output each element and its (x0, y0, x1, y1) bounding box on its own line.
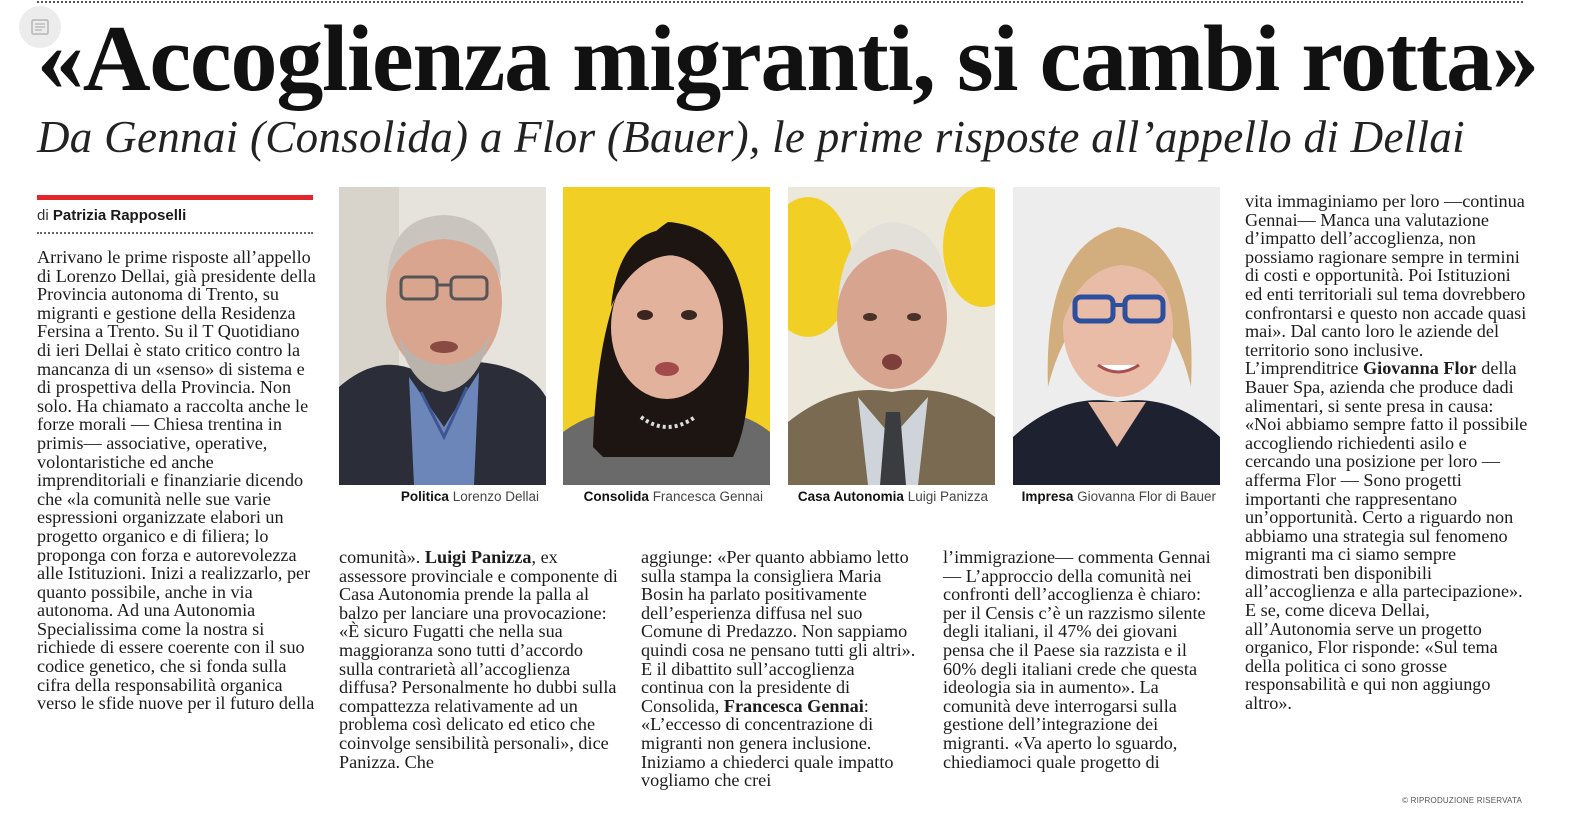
photo-caption (332, 489, 539, 505)
body-text: l’immigrazione— commenta Gennai— L’approccio della comunità nei confronti dell’accoglienza è chiaro: per il Censis c’è un razzismo silente degli italiani, il 47% dei giovani pensa che il Paese sia razzista e il 60% degli italiani crede che questa ideologia sia in aumento». La comunità deve interrogarsi sulla gestione dell’integrazione dei migranti. «Va aperto lo sguardo, chiediamoci quale progetto di (943, 547, 1211, 772)
photo-lorenzo-dellai (339, 187, 546, 485)
caption-category: Casa Autonomia (797, 489, 904, 504)
photo-caption (1009, 489, 1216, 505)
person-name-bold: Luigi Panizza (424, 547, 532, 567)
body-column-1 (37, 248, 317, 713)
top-dotted-rule (37, 1, 1523, 3)
body-column-3 (641, 548, 921, 790)
portrait-photo-icon (1013, 187, 1220, 485)
photo-francesca-gennai (563, 187, 770, 485)
body-text: comunità». (339, 547, 425, 567)
portrait-photo-icon (563, 187, 770, 485)
caption-name: Giovanna Flor di Bauer (1077, 489, 1216, 504)
caption-category: Politica (400, 489, 449, 504)
person-name-bold: Francesca Gennai (723, 695, 864, 716)
copyright-notice: © RIPRODUZIONE RISERVATA (1402, 796, 1522, 805)
body-text: aggiunge: «Per quanto abbiamo letto sulla stampa la consigliera Maria Bosin ha parlato positivamente dell’esperienza diffusa nel suo Comune di Predazzo. Non sappiamo quindi cosa ne pensano tutti gli altri». E il dibattito sull’accoglienza continua con la presidente di Consolida, (641, 547, 916, 716)
caption-name: Luigi Panizza (907, 489, 988, 504)
body-column-4 (943, 548, 1223, 771)
caption-category: Consolida (583, 489, 649, 504)
headline: «Accoglienza migranti, si cambi rotta» (37, 7, 1538, 111)
photo-giovanna-flor (1013, 187, 1220, 485)
body-column-5 (1245, 192, 1530, 713)
body-text: : «L’eccesso di concentrazione di migranti non genera inclusione. Iniziamo a chiederci quale impatto vogliamo che crei (641, 695, 894, 791)
person-name-bold: Giovanna Flor (1363, 358, 1477, 379)
body-text: vita immaginiamo per loro —continua Gennai— Manca una valutazione d’impatto dell’accoglienza, non possiamo ragionare sempre in termini di costi e opportunità. Poi Istituzioni ed enti territoriali sul tema dovrebbero confrontarsi e questo non accade quasi mai». Dal canto loro le aziende del territorio sono inclusive. L’imprenditrice (1245, 191, 1527, 379)
caption-name: Francesca Gennai (652, 489, 763, 504)
author-name: Patrizia Rapposelli (52, 207, 187, 224)
body-text: Arrivano le prime risposte all’appello di Lorenzo Dellai, già presidente della Provincia autonoma di Trento, su migranti e gestione della Residenza Fersina a Trento. Su il T Quotidiano di ieri Dellai è stato critico contro la mancanza di un «senso» di sistema e di prospettiva della Provincia. Non solo. Ha chiamato a raccolta anche le forze morali — Chiesa trentina in primis— associative, operative, volontaristiche ed anche imprenditoriali e finanziarie dicendo che «la comunità nelle sue varie espressioni organizzate elabori un progetto organico e di filiera; lo proponga con forza e autorevolezza alle Istituzioni. Inizi a realizzarlo, per quanto possibile, anche in via autonoma. Ad una Autonomia Specialissima come la nostra si richiede di essere coerente con il suo codice genetico, che si fonda sulla cifra della responsabilità organica verso le sfide nuove per il futuro della (37, 247, 316, 714)
portrait-photo-icon (788, 187, 995, 485)
portrait-photo-icon (339, 187, 546, 485)
photo-luigi-panizza (788, 187, 995, 485)
caption-name: Lorenzo Dellai (452, 489, 539, 504)
caption-category: Impresa (1021, 489, 1074, 504)
subheadline: Da Gennai (Consolida) a Flor (Bauer), le prime risposte all’appello di Dellai (37, 112, 1465, 162)
body-text: della Bauer Spa, azienda che produce dadi alimentari, si sente presa in causa: «Noi abbiamo sempre fatto il possibile accogliendo richiedenti asilo e cercando una posizione per loro — afferma Flor — Sono progetti importanti che rappresentano un’opportunità. Certo a riguardo non abbiamo una strategia sul fenomeno migranti ma ci siamo sempre dimostrati ben disponibili all’accoglienza e alla partecipazione». E se, come diceva Dellai, all’Autonomia serve un progetto organico, Flor risponde: «Sul tema della politica ci sono grosse responsabilità e qui non aggiungo altro». (1245, 358, 1528, 714)
byline-prefix: di (37, 207, 49, 224)
byline-accent-bar (37, 195, 313, 200)
photo-caption (781, 489, 988, 505)
body-column-2 (339, 548, 619, 771)
byline (37, 206, 313, 234)
photo-caption (556, 489, 763, 505)
body-text: , ex assessore provinciale e componente di Casa Autonomia prende la palla al balzo per lanciare una provocazione: «È sicuro Fugatti che nella sua maggioranza sono tutti d’accordo sulla contrarietà all’accoglienza diffusa? Personalmente ho dubbi sulla compattezza relativamente ad un problema così delicato ed etico che coinvolge sensibilità personali», dice Panizza. Che (339, 547, 618, 772)
